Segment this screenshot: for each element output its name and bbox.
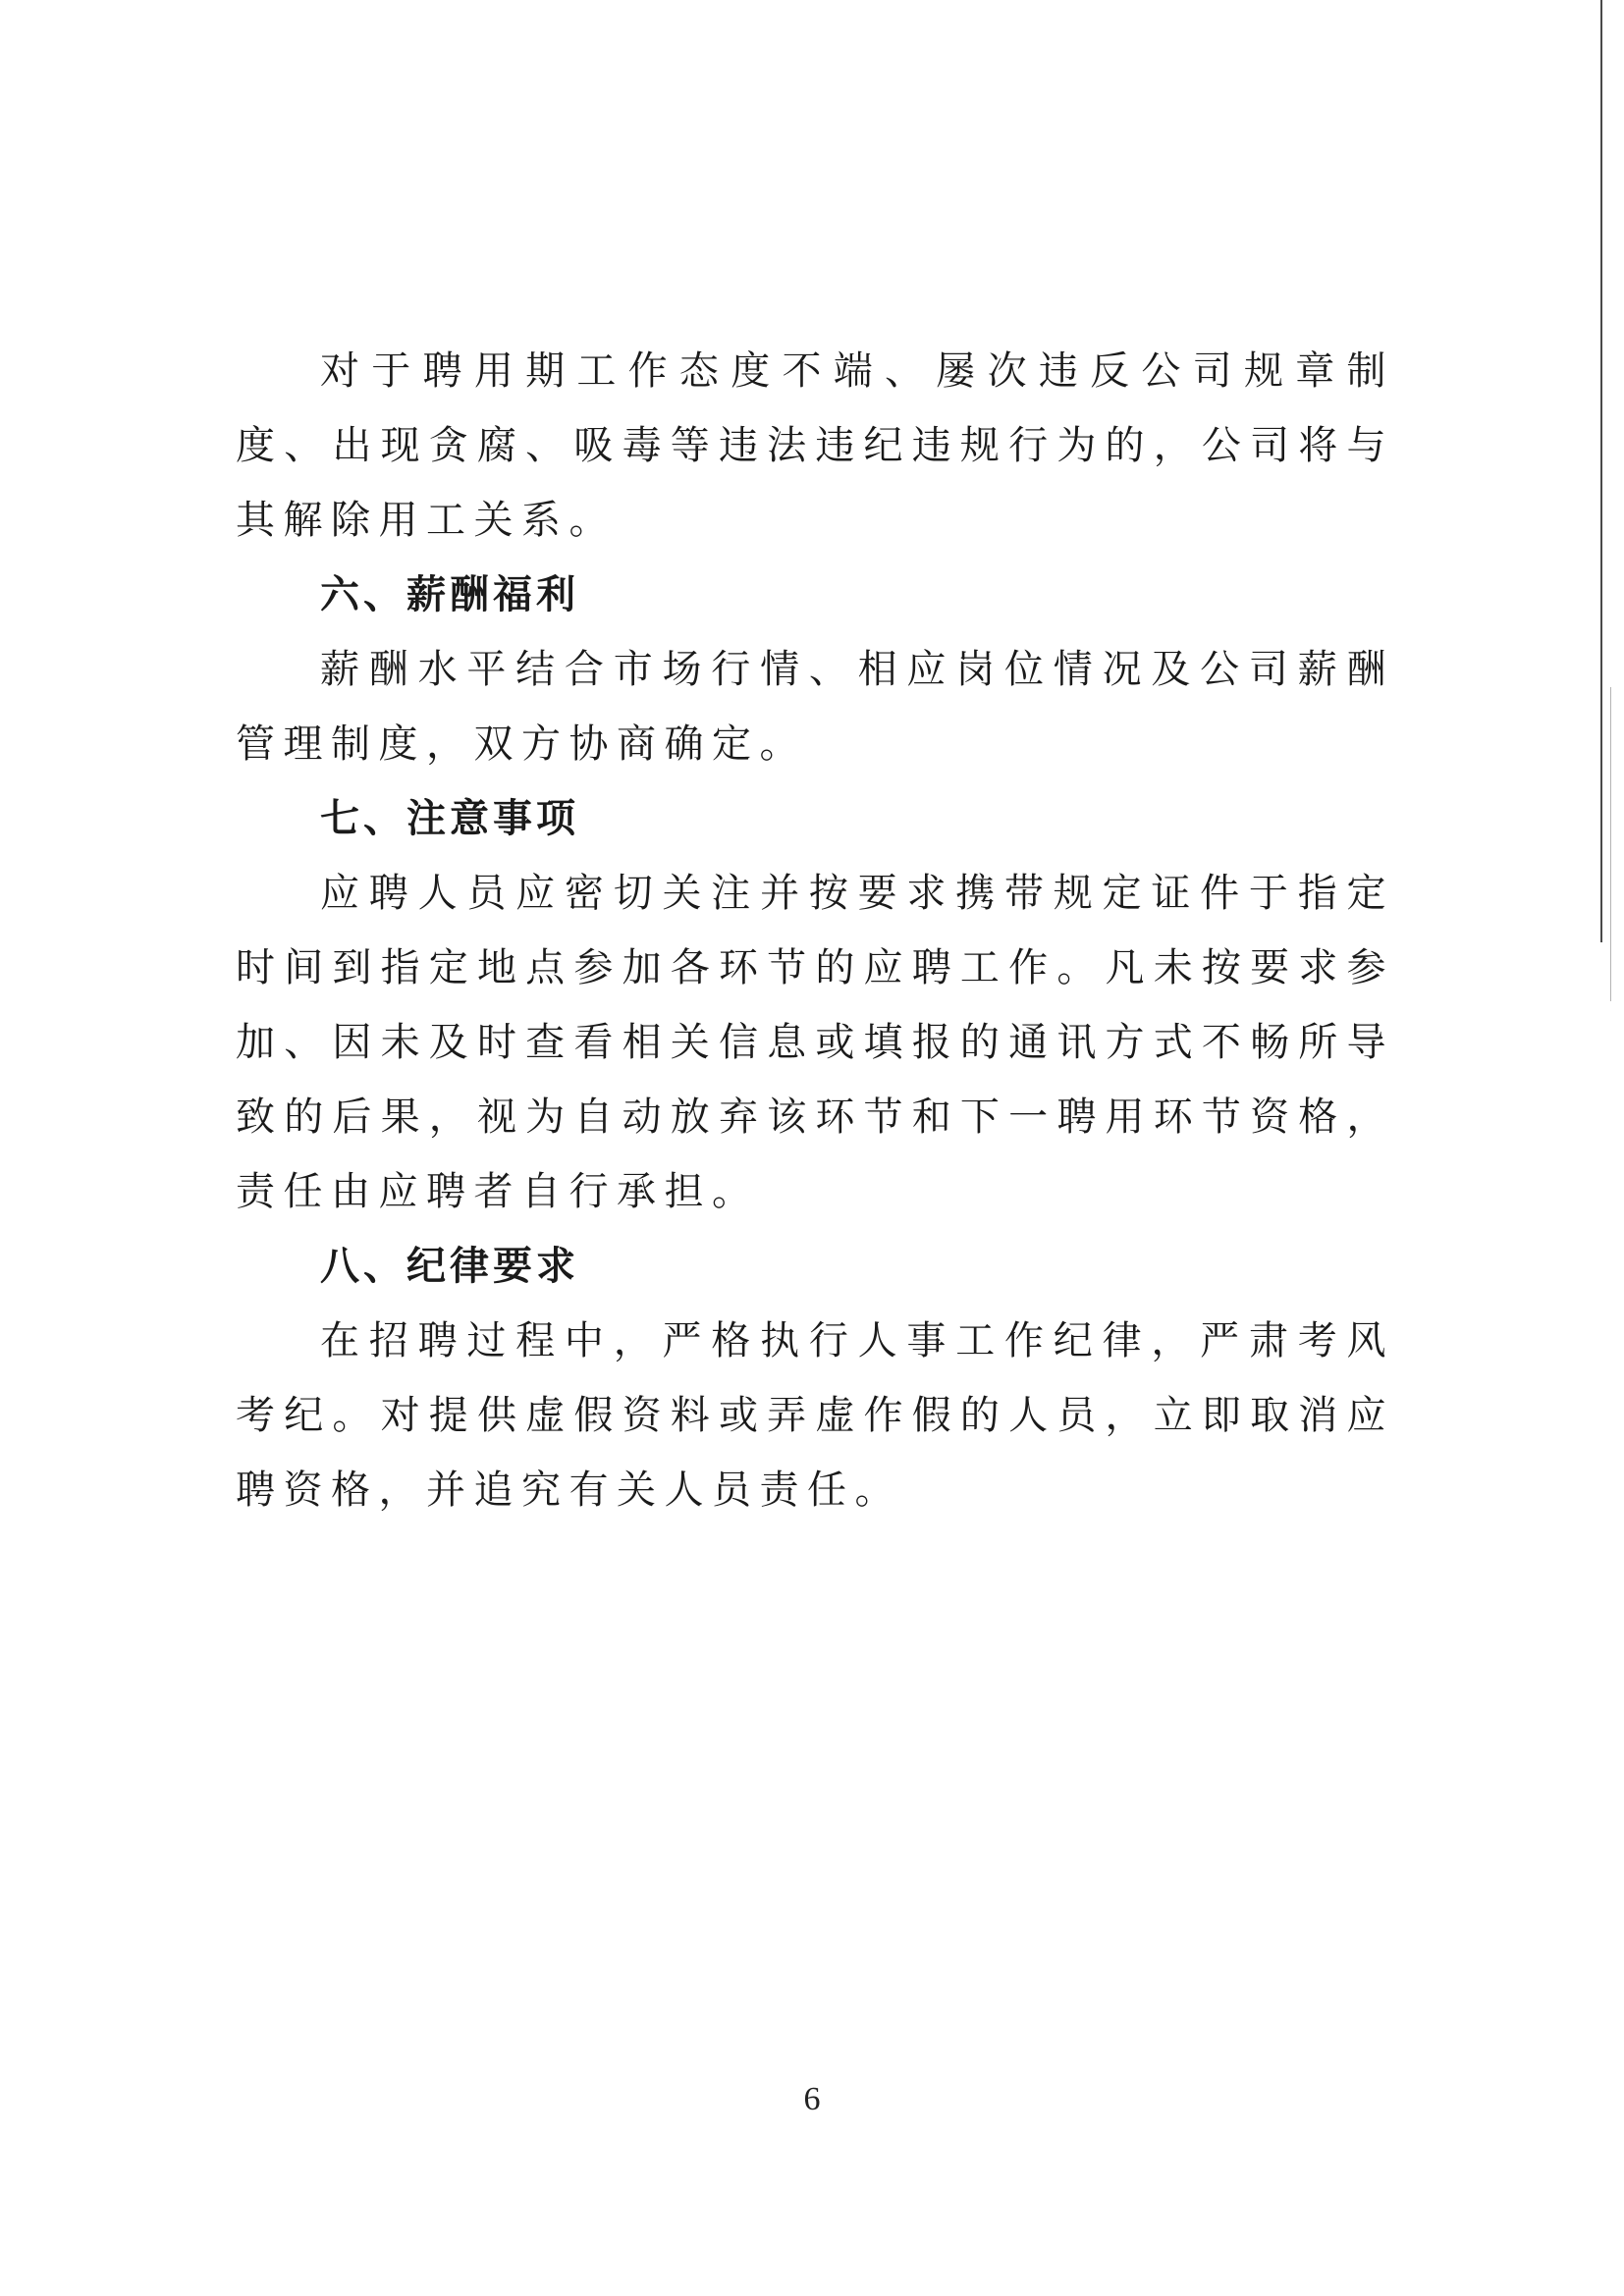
dismissal-paragraph: 对于聘用期工作态度不端、屡次违反公司规章制度、出现贪腐、吸毒等违法违纪违规行为的，公司将与其解除用工关系。: [236, 348, 1394, 543]
discipline-paragraph: 在招聘过程中，严格执行人事工作纪律，严肃考风考纪。对提供虚假资料或弄虚作假的人员，立即取消应聘资格，并追究有关人员责任。: [236, 1318, 1394, 1513]
scan-edge-line-faint: [1610, 687, 1611, 1001]
page-number: 6: [803, 2081, 821, 2117]
notes-paragraph: 应聘人员应密切关注并按要求携带规定证件于指定时间到指定地点参加各环节的应聘工作。凡未按要求参加、因未及时查看相关信息或填报的通讯方式不畅所导致的后果，视为自动放弃该环节和下一聘用环节资格，责任由应聘者自行承担。: [236, 871, 1394, 1214]
salary-paragraph: 薪酬水平结合市场行情、相应岗位情况及公司薪酬管理制度，双方协商确定。: [236, 647, 1394, 767]
section-heading-discipline: 八、纪律要求: [320, 1244, 579, 1289]
section-heading-notes: 七、注意事项: [320, 796, 579, 841]
scan-edge-line: [1600, 0, 1602, 942]
section-heading-salary: 六、薪酬福利: [320, 572, 579, 617]
document-body: [236, 334, 1394, 1527]
